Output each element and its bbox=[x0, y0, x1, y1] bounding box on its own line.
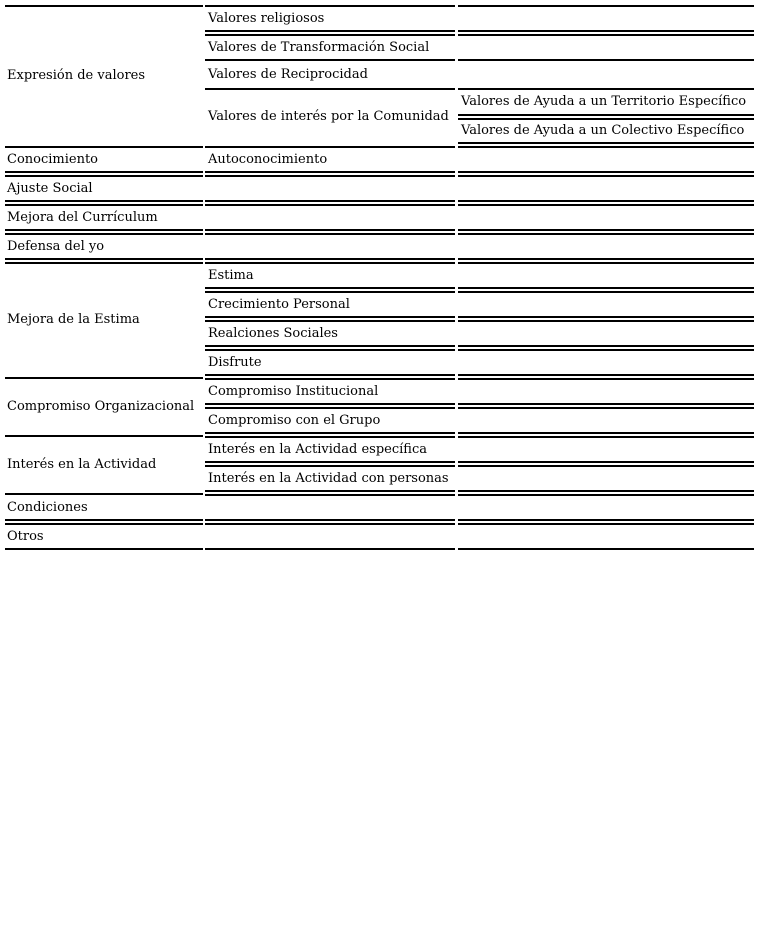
subcategory-estima: Estima bbox=[208, 268, 254, 283]
subcategory-actividad-personas: Interés en la Actividad con personas bbox=[208, 471, 449, 486]
subcategory-actividad-especifica: Interés en la Actividad específica bbox=[208, 442, 427, 457]
table-rule bbox=[5, 175, 203, 177]
table-rule bbox=[458, 30, 754, 32]
table-rule bbox=[5, 146, 203, 148]
table-rule bbox=[458, 291, 754, 293]
table-rule bbox=[458, 114, 754, 116]
table-rule bbox=[205, 378, 455, 380]
table-rule bbox=[205, 548, 455, 550]
table-rule bbox=[458, 316, 754, 318]
table-rule bbox=[458, 407, 754, 409]
table-rule bbox=[205, 465, 455, 467]
table-rule bbox=[205, 523, 455, 525]
table-rule bbox=[5, 519, 203, 521]
table-rule bbox=[5, 204, 203, 206]
subcategory-autoconocimiento: Autoconocimiento bbox=[208, 152, 328, 167]
table-rule bbox=[458, 461, 754, 463]
table-rule bbox=[205, 5, 455, 7]
table-rule bbox=[458, 258, 754, 260]
category-expresion-de-valores: Expresión de valores bbox=[7, 68, 146, 83]
detail-territorio-especifico: Valores de Ayuda a un Territorio Específico bbox=[461, 94, 747, 109]
subcategory-relaciones-sociales: Realciones Sociales bbox=[208, 326, 338, 341]
subcategory-reciprocidad: Valores de Reciprocidad bbox=[208, 67, 368, 82]
category-ajuste-social: Ajuste Social bbox=[7, 181, 93, 196]
table-rule bbox=[205, 146, 455, 148]
table-rule bbox=[5, 171, 203, 173]
category-otros: Otros bbox=[7, 529, 44, 544]
table-rule bbox=[205, 490, 455, 492]
table-rule bbox=[205, 432, 455, 434]
table-rule bbox=[5, 548, 203, 550]
table-rule bbox=[458, 432, 754, 434]
table-rule bbox=[458, 523, 754, 525]
table-rule bbox=[458, 320, 754, 322]
subcategory-compromiso-grupo: Compromiso con el Grupo bbox=[208, 413, 381, 428]
table-rule bbox=[205, 436, 455, 438]
table-rule bbox=[5, 523, 203, 525]
table-rule bbox=[458, 403, 754, 405]
table-rule bbox=[458, 349, 754, 351]
subcategory-disfrute: Disfrute bbox=[208, 355, 262, 370]
table-rule bbox=[458, 171, 754, 173]
category-conocimiento: Conocimiento bbox=[7, 152, 99, 167]
table-rule bbox=[205, 59, 455, 61]
table-rule bbox=[205, 233, 455, 235]
table-rule bbox=[205, 175, 455, 177]
table-rule bbox=[458, 519, 754, 521]
table-rule bbox=[458, 229, 754, 231]
table-rule bbox=[5, 377, 203, 379]
table-rule bbox=[205, 403, 455, 405]
table-rule bbox=[458, 175, 754, 177]
subcategory-compromiso-institucional: Compromiso Institucional bbox=[208, 384, 379, 399]
subcategory-transformacion-social: Valores de Transformación Social bbox=[208, 40, 430, 55]
table-rule bbox=[458, 490, 754, 492]
table-rule bbox=[205, 88, 455, 90]
table-rule bbox=[458, 494, 754, 496]
table-rule bbox=[205, 316, 455, 318]
table-rule bbox=[5, 5, 203, 7]
category-interes-actividad: Interés en la Actividad bbox=[7, 457, 157, 472]
table-rule bbox=[5, 233, 203, 235]
subcategory-interes-comunidad: Valores de interés por la Comunidad bbox=[208, 109, 449, 124]
table-rule bbox=[458, 142, 754, 144]
detail-colectivo-especifico: Valores de Ayuda a un Colectivo Específico bbox=[461, 123, 745, 138]
table-rule bbox=[205, 519, 455, 521]
table-rule bbox=[458, 88, 754, 90]
table-rule bbox=[205, 262, 455, 264]
table-rule bbox=[458, 378, 754, 380]
table-rule bbox=[5, 258, 203, 260]
table-rule bbox=[458, 436, 754, 438]
table-rule bbox=[458, 34, 754, 36]
category-compromiso-organizacional: Compromiso Organizacional bbox=[7, 399, 195, 414]
table-rule bbox=[458, 118, 754, 120]
table-rule bbox=[458, 5, 754, 7]
table-rule bbox=[458, 233, 754, 235]
table-rule bbox=[205, 258, 455, 260]
table-rule bbox=[5, 435, 203, 437]
table-rule bbox=[458, 287, 754, 289]
table-rule bbox=[205, 287, 455, 289]
subcategory-religiosos: Valores religiosos bbox=[208, 11, 325, 26]
table-rule bbox=[205, 291, 455, 293]
table-rule bbox=[205, 494, 455, 496]
table-rule bbox=[458, 262, 754, 264]
category-mejora-estima: Mejora de la Estima bbox=[7, 312, 140, 327]
table-rule bbox=[458, 548, 754, 550]
table-rule bbox=[205, 349, 455, 351]
subcategory-crecimiento-personal: Crecimiento Personal bbox=[208, 297, 350, 312]
table-rule bbox=[458, 204, 754, 206]
table-rule bbox=[205, 200, 455, 202]
table-rule bbox=[205, 374, 455, 376]
table-rule bbox=[205, 407, 455, 409]
table-rule bbox=[5, 262, 203, 264]
table-rule bbox=[205, 229, 455, 231]
table-rule bbox=[205, 345, 455, 347]
table-rule bbox=[458, 59, 754, 61]
table-rule bbox=[205, 204, 455, 206]
table-rule bbox=[205, 320, 455, 322]
table-rule bbox=[205, 171, 455, 173]
table-rule bbox=[458, 146, 754, 148]
table-rule bbox=[5, 229, 203, 231]
table-rule bbox=[5, 200, 203, 202]
table-rule bbox=[458, 374, 754, 376]
table-rule bbox=[205, 34, 455, 36]
table-rule bbox=[458, 200, 754, 202]
table-rule bbox=[205, 30, 455, 32]
table-rule bbox=[458, 345, 754, 347]
category-defensa-del-yo: Defensa del yo bbox=[7, 239, 105, 254]
category-condiciones: Condiciones bbox=[7, 500, 88, 515]
table-rule bbox=[205, 461, 455, 463]
table-rule bbox=[5, 493, 203, 495]
category-mejora-curriculum: Mejora del Currículum bbox=[7, 210, 158, 225]
table-rule bbox=[458, 465, 754, 467]
